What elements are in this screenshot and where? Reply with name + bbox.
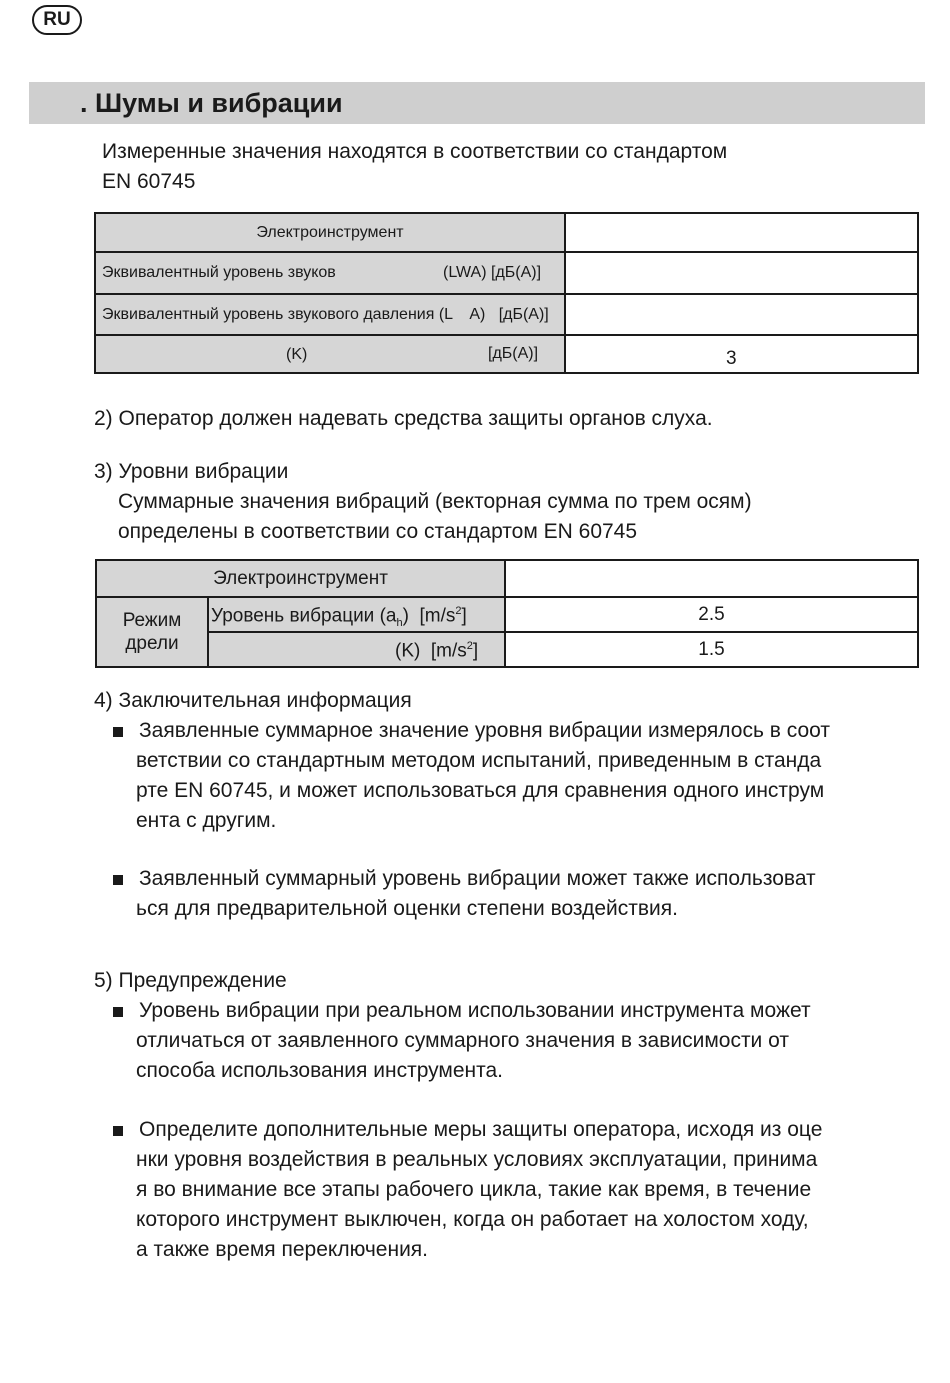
vibration-level-unit: ) [m/s [402, 605, 456, 627]
noise-row-uncertainty-value: 3 [726, 348, 737, 369]
noise-table-header-value [564, 214, 917, 251]
noise-row-sound-pressure-value [564, 293, 917, 334]
item-4-bullet-2 [136, 864, 816, 924]
bullet-icon [113, 1007, 123, 1017]
vibration-uncertainty-label [395, 640, 478, 662]
intro-line: Измеренные значения находятся в соответствии со стандартом [102, 140, 728, 163]
vibration-table-header: Электроинструмент [97, 561, 504, 596]
item-5-bullet-2-line: нки уровня воздействия в реальных условиях эксплуатации, принима [136, 1148, 818, 1171]
vibration-level-label-text: Уровень вибрации (a [211, 605, 397, 627]
bullet-icon [113, 1126, 123, 1136]
vibration-table [95, 559, 919, 668]
item-5-bullet-2-line: которого инструмент выключен, когда он работает на холостом ходу, [136, 1208, 809, 1231]
bullet-icon [113, 875, 123, 885]
vibration-level-label [211, 605, 467, 629]
vibration-level-close: ] [461, 605, 467, 627]
item-5-bullet-2-line: Определите дополнительные меры защиты оператора, исходя из оце [139, 1118, 823, 1141]
vibration-level-superscript: 2 [455, 605, 462, 617]
noise-row-sound-power-unit: (LWA) [дБ(A)] [443, 264, 542, 281]
drill-mode-line-2: дрели [125, 633, 179, 654]
noise-row-sound-power [96, 251, 564, 293]
noise-row-sound-power-value [564, 251, 917, 293]
vibration-uncertainty-value: 1.5 [504, 631, 917, 666]
item-5-bullet-2-line: я во внимание все этапы рабочего цикла, такие как время, в течение [136, 1178, 812, 1201]
language-badge: RU [32, 5, 82, 35]
item-5-bullet-1-line: отличаться от заявленного суммарного значения в зависимости от [136, 1029, 789, 1052]
item-3-text [118, 487, 752, 547]
item-4-bullet-2-line: Заявленный суммарный уровень вибрации может также использоват [139, 867, 816, 890]
item-3-line: Суммарные значения вибраций (векторная сумма по трем осям) [118, 490, 752, 513]
item-4-bullet-1-line: ента с другим. [136, 809, 277, 832]
item-5-title: 5) Предупреждение [94, 969, 287, 992]
vibration-level-subscript: h [396, 617, 403, 630]
vibration-uncertainty-label-cell [207, 631, 504, 666]
item-5-bullet-2 [136, 1115, 823, 1265]
noise-row-sound-power-label: Эквивалентный уровень звуков [102, 264, 336, 281]
noise-row-sound-pressure [96, 293, 564, 334]
bullet-icon [113, 727, 123, 737]
item-5-bullet-2-line: а также время переключения. [136, 1238, 429, 1261]
item-4-bullet-1 [136, 716, 830, 836]
section-title: . Шумы и вибрации [80, 88, 343, 118]
noise-row-uncertainty [96, 334, 564, 372]
noise-row-uncertainty-label: (K) [286, 346, 308, 363]
intro-paragraph [102, 137, 727, 197]
vibration-level-value: 2.5 [504, 596, 917, 631]
noise-row-sound-pressure-label: Эквивалентный уровень звукового давления (L A) [дБ(A)] [102, 306, 549, 323]
noise-table [94, 212, 919, 374]
noise-row-uncertainty-value-cell [564, 334, 917, 372]
item-5-bullet-1-line: Уровень вибрации при реальном использовании инструмента может [139, 999, 811, 1022]
item-4-bullet-1-line: ветствии со стандартным методом испытаний, приведенным в станда [136, 749, 822, 772]
intro-line: EN 60745 [102, 170, 196, 193]
item-3-title: 3) Уровни вибрации [94, 460, 289, 483]
item-4-bullet-2-line: ься для предварительной оценки степени воздействия. [136, 897, 678, 920]
vibration-uncertainty-text: (K) [m/s [395, 640, 467, 662]
item-5-bullet-1 [136, 996, 811, 1086]
item-4-title: 4) Заключительная информация [94, 689, 412, 712]
vibration-uncertainty-superscript: 2 [466, 640, 473, 652]
drill-mode-line-1: Режим [122, 610, 182, 631]
item-2-hearing-protection: 2) Оператор должен надевать средства защиты органов слуха. [94, 407, 713, 430]
item-4-bullet-1-line: Заявленные суммарное значение уровня вибрации измерялось в соот [139, 719, 830, 742]
item-3-line: определены в соответствии со стандартом EN 60745 [118, 520, 638, 543]
vibration-level-label-cell [207, 596, 504, 631]
item-5-bullet-1-line: способа использования инструмента. [136, 1059, 504, 1082]
vibration-table-header-value [504, 561, 917, 596]
noise-row-uncertainty-unit: [дБ(A)] [488, 345, 539, 362]
drill-mode-cell [97, 596, 207, 666]
noise-table-header: Электроинструмент [96, 214, 564, 251]
item-4-bullet-1-line: рте EN 60745, и может использоваться для сравнения одного инструм [136, 779, 825, 802]
vibration-uncertainty-close: ] [472, 640, 479, 662]
